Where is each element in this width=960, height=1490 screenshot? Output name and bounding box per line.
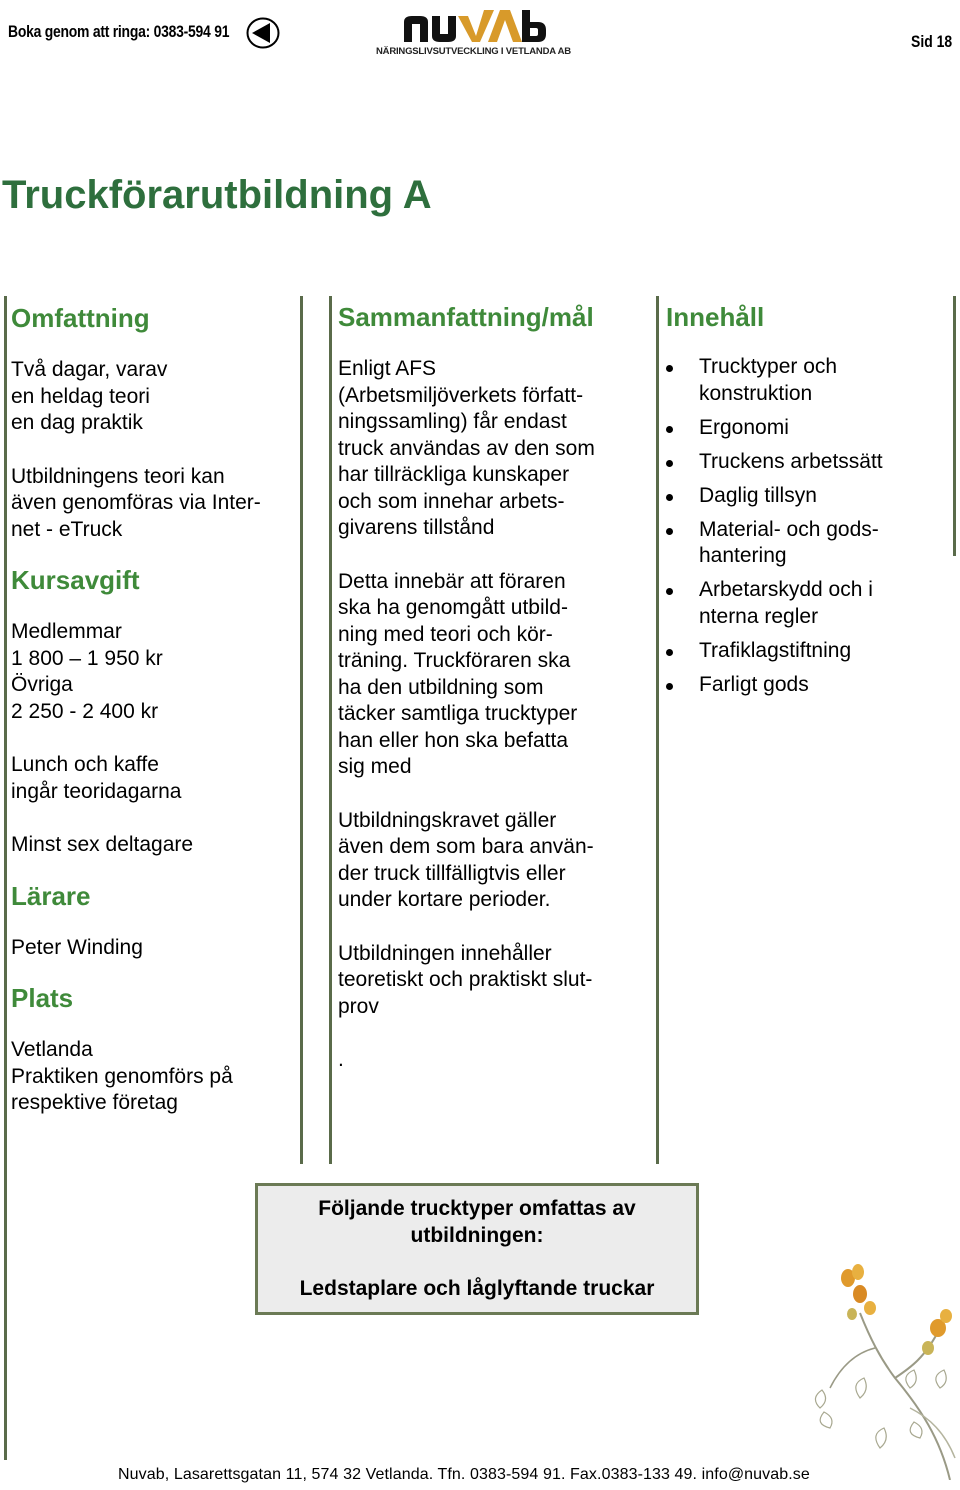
heading-plats: Plats [11, 983, 74, 1013]
column-rule-2 [329, 296, 332, 1164]
bullet-icon [666, 683, 673, 690]
logo-subtitle: NÄRINGSLIVSUTVECKLING I VETLANDA AB [376, 46, 571, 57]
list-item [666, 638, 946, 665]
list-item-text: Trafiklagstiftning [699, 638, 852, 662]
list-item-text: Daglig tillsyn [699, 483, 817, 507]
list-item [666, 517, 946, 570]
logo-wordmark [376, 6, 568, 46]
column-course-info [11, 300, 296, 1117]
page-title: Truckförarutbildning A [2, 173, 432, 217]
list-item [666, 449, 946, 476]
list-item-text: Truckens arbetssätt [699, 449, 883, 473]
list-item [666, 672, 946, 699]
column-rule-left [4, 296, 7, 1460]
list-item-text: Arbetarskydd och i nterna regler [699, 578, 873, 628]
truck-types-intro: Följande trucktyper omfattas av utbildningen: [318, 1197, 636, 1247]
heading-sammanfattning: Sammanfattning/mål [338, 302, 594, 332]
summary-paragraph-requirement: Utbildningskravet gäller även dem som bara använ- der truck tillfälligtvis eller under kortare perioder. [338, 808, 594, 911]
flower-illustration-icon [800, 1258, 960, 1480]
bullet-icon [666, 528, 673, 535]
bullet-icon [666, 494, 673, 501]
larare-name: Peter Winding [11, 935, 143, 959]
list-item-text: Trucktyper och konstruktion [699, 355, 838, 405]
list-item [666, 354, 946, 407]
summary-paragraph-dot: . [338, 1048, 344, 1071]
summary-paragraph-exam: Utbildningen innehåller teoretiskt och praktiskt slut- prov [338, 941, 593, 1018]
summary-paragraph-afs: Enligt AFS (Arbetsmiljöverkets författ- ningssamling) får endast truck användas av den som har tillräckliga kunskaper och som innehar arbets- givarens tillstånd [338, 357, 595, 539]
truck-types-box [255, 1183, 699, 1315]
contents-list [666, 354, 946, 698]
bullet-icon [666, 649, 673, 656]
page-number: Sid 18 [910, 32, 952, 51]
column-contents [666, 300, 946, 706]
column-rule-right [953, 296, 956, 556]
heading-larare: Lärare [11, 880, 91, 911]
omfattning-days: Två dagar, varav en heldag teori en dag praktik [11, 358, 168, 434]
back-arrow-icon [246, 17, 280, 49]
column-summary [338, 300, 638, 1074]
list-item-text: Material- och gods- hantering [699, 517, 879, 567]
heading-kursavgift: Kursavgift [11, 565, 140, 595]
omfattning-etruck: Utbildningens teori kan även genomföras via Inter- net - eTruck [11, 464, 261, 541]
list-item [666, 483, 946, 510]
kursavgift-lunch: Lunch och kaffe ingår teoridagarna [11, 753, 182, 803]
footer-contact: Nuvab, Lasarettsgatan 11, 574 32 Vetlanda. Tfn. 0383-594 91. Fax.0383-133 49. info@nuvab.se [118, 1466, 810, 1483]
kursavgift-prices: Medlemmar 1 800 – 1 950 kr Övriga 2 250 - 2 400 kr [11, 620, 163, 723]
column-rule-3 [656, 296, 659, 1164]
heading-omfattning: Omfattning [11, 303, 150, 333]
back-button[interactable] [246, 17, 280, 49]
heading-innehall: Innehåll [666, 302, 765, 332]
bullet-icon [666, 365, 673, 372]
bullet-icon [666, 460, 673, 467]
summary-paragraph-training: Detta innebär att föraren ska ha genomgått utbild- ning med teori och kör- träning. Truckföraren ska ha den utbildning som täcker samtliga trucktyper han eller hon ska befatta sig med [338, 569, 578, 778]
truck-types-list: Ledstaplare och låglyftande truckar [299, 1277, 655, 1300]
list-item [666, 415, 946, 442]
list-item-text: Ergonomi [699, 415, 789, 439]
bullet-icon [666, 426, 673, 433]
booking-phone-text: Boka genom att ringa: 0383-594 91 [8, 22, 230, 41]
list-item-text: Farligt gods [699, 672, 809, 696]
kursavgift-min-participants: Minst sex deltagare [11, 833, 194, 856]
plats-location: Vetlanda Praktiken genomförs på respektive företag [11, 1038, 233, 1114]
nuvab-logo [376, 6, 571, 60]
column-rule-1 [300, 296, 303, 1164]
list-item [666, 577, 946, 630]
bullet-icon [666, 588, 673, 595]
